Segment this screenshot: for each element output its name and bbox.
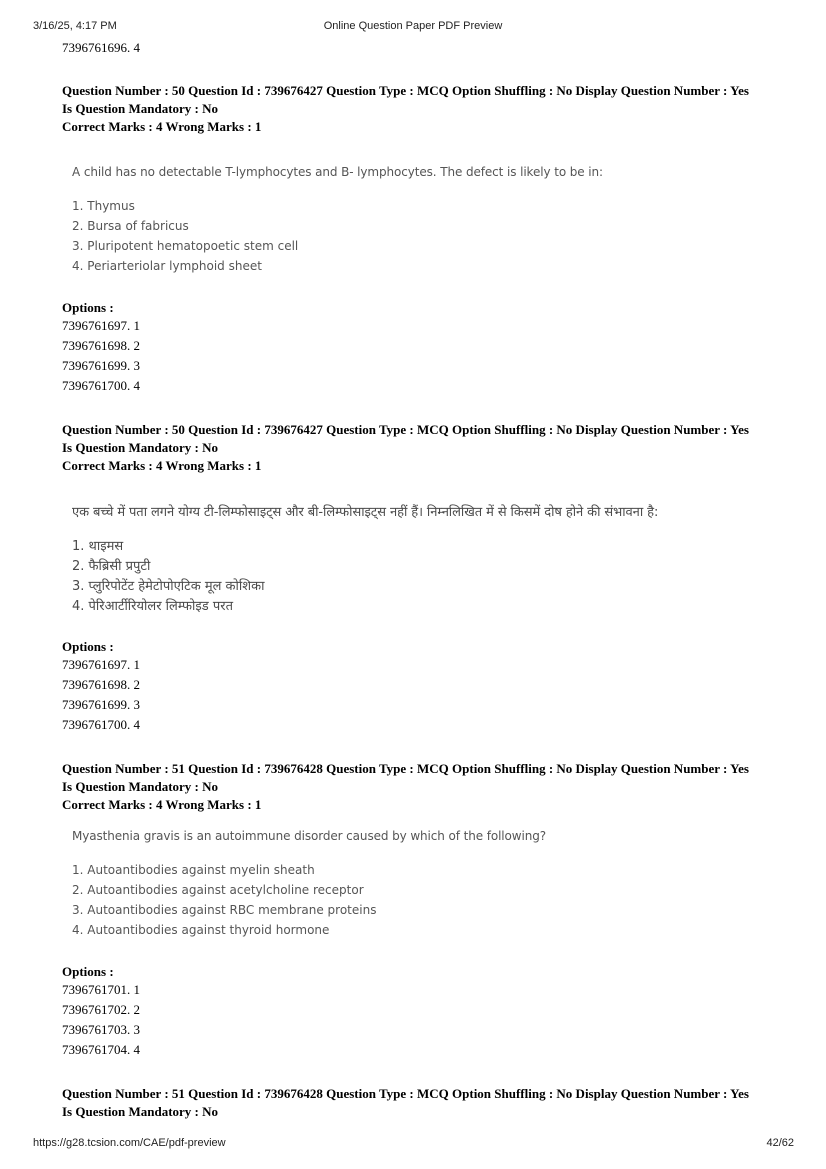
question-meta-line1: Question Number : 51 Question Id : 739676428 Question Type : MCQ Option Shuffling : No Display Question Number : Yes: [62, 1086, 749, 1101]
option-id: 7396761702. 2: [62, 1002, 140, 1017]
question-choice: 1. Autoantibodies against myelin sheath: [72, 863, 315, 877]
question-choice: 1. थाइमस: [72, 539, 124, 554]
question-mandatory: Is Question Mandatory : No: [62, 101, 219, 116]
option-id: 7396761697. 1: [62, 657, 140, 672]
option-id: 7396761703. 3: [62, 1022, 140, 1037]
print-header: [0, 20, 826, 34]
question-meta-line1: Question Number : 50 Question Id : 739676427 Question Type : MCQ Option Shuffling : No Display Question Number : Yes: [62, 83, 749, 98]
option-id: 7396761699. 3: [62, 697, 140, 712]
question-mandatory: Is Question Mandatory : No: [62, 440, 219, 455]
question-meta: [62, 1086, 772, 1122]
options-list: [62, 964, 140, 1062]
question-marks: Correct Marks : 4 Wrong Marks : 1: [62, 119, 262, 134]
question-body: [72, 829, 546, 943]
question-choice: 3. Pluripotent hematopoetic stem cell: [72, 239, 299, 253]
options-label: Options :: [62, 300, 114, 315]
question-stem: A child has no detectable T-lymphocytes and B- lymphocytes. The defect is likely to be in:: [72, 165, 603, 179]
question-stem: Myasthenia gravis is an autoimmune disorder caused by which of the following?: [72, 829, 547, 843]
question-choice: 2. Autoantibodies against acetylcholine receptor: [72, 883, 364, 897]
print-title: Online Question Paper PDF Preview: [323, 20, 503, 32]
question-stem: एक बच्चे में पता लगने योग्य टी-लिम्फोसाइट्स और बी-लिम्फोसाइट्स नहीं हैं। निम्नलिखित में से किसमें दोष होने की संभावना है:: [72, 505, 659, 520]
option-id: 7396761699. 3: [62, 358, 140, 373]
question-choice: 2. Bursa of fabricus: [72, 219, 189, 233]
option-id: 7396761697. 1: [62, 318, 140, 333]
options-label: Options :: [62, 964, 114, 979]
option-id: 7396761698. 2: [62, 338, 140, 353]
question-mandatory: Is Question Mandatory : No: [62, 779, 219, 794]
carryover-option: 7396761696. 4: [62, 40, 140, 55]
print-footer: [0, 1137, 826, 1151]
options-list: [62, 639, 140, 737]
question-meta: [62, 83, 772, 134]
question-mandatory: Is Question Mandatory : No: [62, 1104, 219, 1119]
options-list: [62, 300, 140, 398]
question-choice: 4. Autoantibodies against thyroid hormone: [72, 923, 330, 937]
question-choice: 3. Autoantibodies against RBC membrane proteins: [72, 903, 377, 917]
options-label: Options :: [62, 639, 114, 654]
question-meta: [62, 422, 772, 473]
question-body: [72, 165, 603, 279]
question-choice: 1. Thymus: [72, 199, 135, 213]
option-id: 7396761701. 1: [62, 982, 140, 997]
option-id: 7396761700. 4: [62, 717, 140, 732]
print-datetime: 3/16/25, 4:17 PM: [33, 20, 117, 32]
question-choice: 4. पेरिआर्टीरियोलर लिम्फोइड परत: [72, 599, 233, 614]
question-marks: Correct Marks : 4 Wrong Marks : 1: [62, 458, 262, 473]
option-id: 7396761698. 2: [62, 677, 140, 692]
question-marks: Correct Marks : 4 Wrong Marks : 1: [62, 797, 262, 812]
option-id: 7396761700. 4: [62, 378, 140, 393]
page-number: 42/62: [766, 1137, 794, 1149]
question-meta-line1: Question Number : 51 Question Id : 739676428 Question Type : MCQ Option Shuffling : No Display Question Number : Yes: [62, 761, 749, 776]
question-meta-line1: Question Number : 50 Question Id : 739676427 Question Type : MCQ Option Shuffling : No Display Question Number : Yes: [62, 422, 749, 437]
option-id: 7396761704. 4: [62, 1042, 140, 1057]
question-body: [72, 502, 658, 616]
print-url: https://g28.tcsion.com/CAE/pdf-preview: [33, 1137, 226, 1149]
question-meta: [62, 761, 772, 812]
question-choice: 4. Periarteriolar lymphoid sheet: [72, 259, 262, 273]
question-choice: 2. फैब्रिसी प्रपुटी: [72, 559, 151, 574]
question-choice: 3. प्लुरिपोटेंट हेमेटोपोएटिक मूल कोशिका: [72, 579, 265, 594]
